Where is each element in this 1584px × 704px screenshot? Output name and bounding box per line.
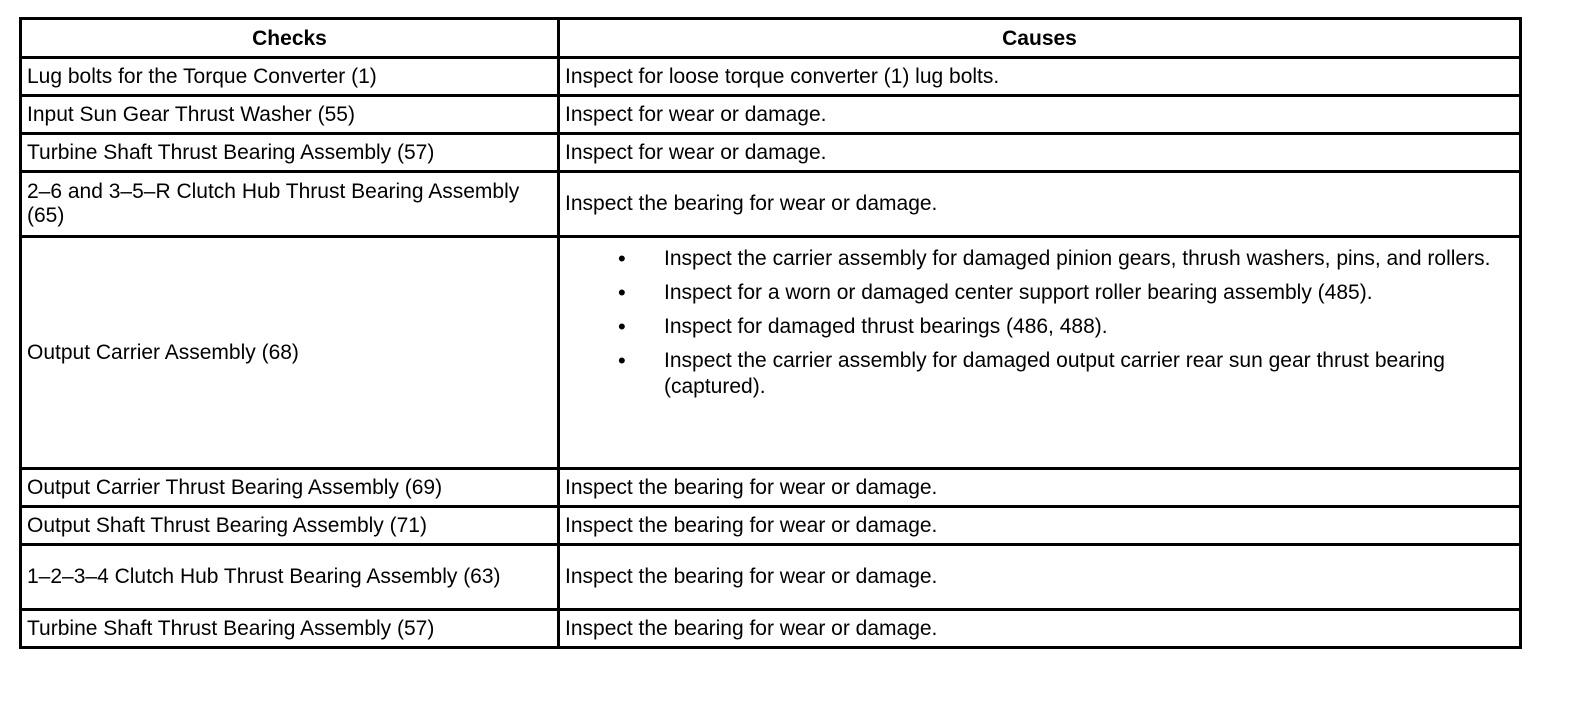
check-cell: 1–2–3–4 Clutch Hub Thrust Bearing Assembly (63) <box>21 545 559 610</box>
cause-bullet-item <box>618 348 1514 400</box>
check-cell: Output Carrier Thrust Bearing Assembly (69) <box>21 469 559 507</box>
bullet-icon: • <box>618 348 626 373</box>
header-causes: Causes <box>559 19 1521 58</box>
table-row <box>21 237 1521 469</box>
table-row <box>21 469 1521 507</box>
check-cell: Output Shaft Thrust Bearing Assembly (71) <box>21 507 559 545</box>
cause-cell: Inspect for wear or damage. <box>559 134 1521 172</box>
cause-bullet-text: Inspect for a worn or damaged center support roller bearing assembly (485). <box>664 281 1373 304</box>
cause-cell: Inspect for loose torque converter (1) lug bolts. <box>559 58 1521 96</box>
cause-cell: Inspect for wear or damage. <box>559 96 1521 134</box>
cause-bullet-text: Inspect the carrier assembly for damaged output carrier rear sun gear thrust bearing (captured). <box>664 349 1445 398</box>
table-row <box>21 58 1521 96</box>
bullet-icon: • <box>618 314 626 339</box>
cause-bullet-text: Inspect for damaged thrust bearings (486, 488). <box>664 315 1108 338</box>
checks-causes-table <box>19 17 1522 649</box>
cause-cell: Inspect the bearing for wear or damage. <box>559 610 1521 648</box>
table-row <box>21 134 1521 172</box>
cause-bullet-item <box>618 314 1514 340</box>
header-checks: Checks <box>21 19 559 58</box>
cause-bullet-text: Inspect the carrier assembly for damaged pinion gears, thrush washers, pins, and rollers. <box>664 247 1491 270</box>
cause-bullet-item <box>618 246 1514 272</box>
check-cell: Output Carrier Assembly (68) <box>21 237 559 469</box>
bullet-icon: • <box>618 246 626 271</box>
cause-cell: Inspect the bearing for wear or damage. <box>559 507 1521 545</box>
cause-cell-bullets <box>559 237 1521 469</box>
check-cell: Lug bolts for the Torque Converter (1) <box>21 58 559 96</box>
cause-cell: Inspect the bearing for wear or damage. <box>559 172 1521 237</box>
cause-cell: Inspect the bearing for wear or damage. <box>559 545 1521 610</box>
check-cell: Turbine Shaft Thrust Bearing Assembly (57) <box>21 610 559 648</box>
table-row <box>21 96 1521 134</box>
cause-cell: Inspect the bearing for wear or damage. <box>559 469 1521 507</box>
cause-bullet-list <box>565 246 1514 400</box>
table-row <box>21 610 1521 648</box>
table-row <box>21 545 1521 610</box>
check-cell: Turbine Shaft Thrust Bearing Assembly (57) <box>21 134 559 172</box>
table-row <box>21 172 1521 237</box>
table-header-row <box>21 19 1521 58</box>
checks-causes-table-container <box>19 17 1519 649</box>
cause-bullet-item <box>618 280 1514 306</box>
table-row <box>21 507 1521 545</box>
check-cell: 2–6 and 3–5–R Clutch Hub Thrust Bearing Assembly (65) <box>21 172 559 237</box>
bullet-icon: • <box>618 280 626 305</box>
check-cell: Input Sun Gear Thrust Washer (55) <box>21 96 559 134</box>
